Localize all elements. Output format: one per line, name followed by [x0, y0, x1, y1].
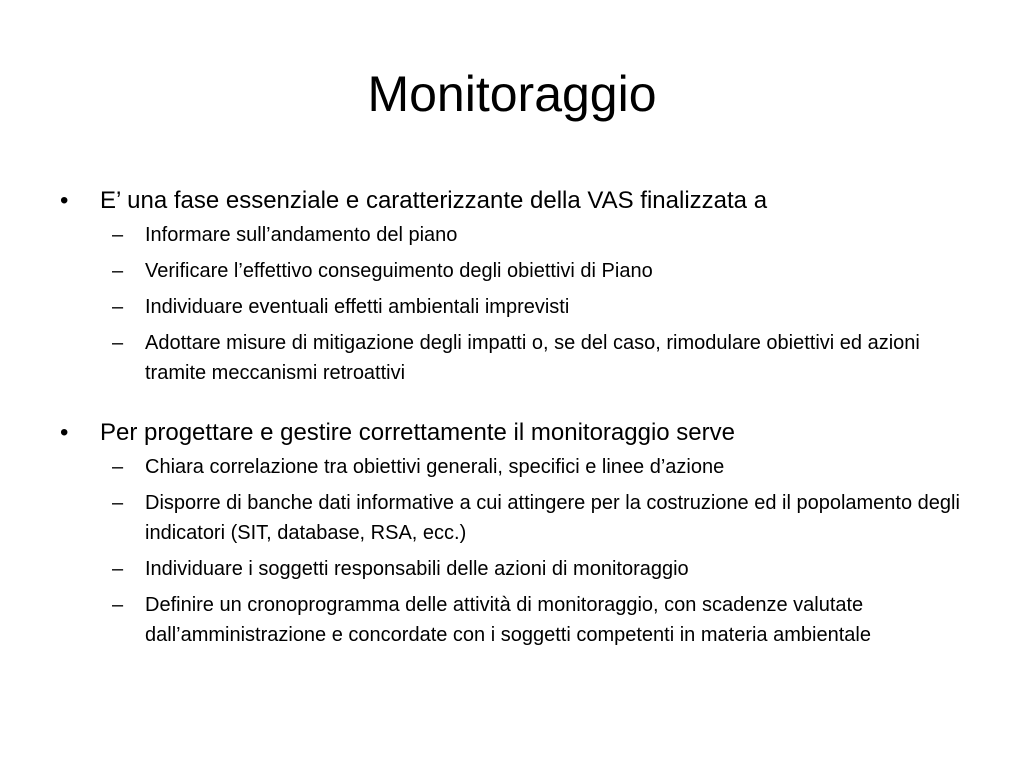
- sub-bullet-item: [58, 488, 965, 548]
- bullet-section-1: [58, 184, 978, 388]
- dash-icon: –: [112, 594, 124, 616]
- dash-icon: –: [112, 224, 124, 246]
- dash-icon: –: [112, 558, 124, 580]
- bullet-icon: •: [60, 419, 69, 446]
- sub-bullet-item: [58, 328, 965, 388]
- dash-icon: –: [112, 296, 124, 318]
- sub-bullet-item: [58, 256, 965, 286]
- dash-icon: –: [112, 456, 124, 478]
- sub-bullet-text: Individuare eventuali effetti ambientali imprevisti: [145, 296, 570, 318]
- bullet-item: [58, 184, 978, 218]
- sub-bullet-text: Informare sull’andamento del piano: [145, 224, 458, 246]
- sub-bullet-item: [58, 590, 965, 650]
- sub-bullet-item: [58, 220, 965, 250]
- sub-bullet-item: [58, 292, 965, 322]
- sub-bullet-text: Individuare i soggetti responsabili delle azioni di monitoraggio: [145, 558, 689, 580]
- sub-bullet-text: Definire un cronoprogramma delle attività di monitoraggio, con scadenze valutate dall’amministrazione e concordate con i soggetti competenti in materia ambientale: [145, 594, 871, 646]
- dash-icon: –: [112, 492, 124, 514]
- sub-bullet-item: [58, 452, 965, 482]
- sub-bullet-item: [58, 554, 965, 584]
- bullet-icon: •: [60, 187, 69, 214]
- sub-bullet-text: Adottare misure di mitigazione degli impatti o, se del caso, rimodulare obiettivi ed azioni tramite meccanismi retroattivi: [145, 332, 920, 384]
- bullet-item: [58, 416, 978, 450]
- sub-bullet-text: Disporre di banche dati informative a cui attingere per la costruzione ed il popolamento degli indicatori (SIT, database, RSA, ecc.): [145, 492, 960, 544]
- bullet-section-2: [58, 416, 978, 650]
- slide-content: [58, 184, 978, 650]
- slide-title: Monitoraggio: [367, 66, 657, 122]
- dash-icon: –: [112, 260, 124, 282]
- dash-icon: –: [112, 332, 124, 354]
- sub-bullet-text: Verificare l’effettivo conseguimento degli obiettivi di Piano: [145, 260, 653, 282]
- sub-bullet-text: Chiara correlazione tra obiettivi generali, specifici e linee d’azione: [145, 456, 725, 478]
- bullet-text: E’ una fase essenziale e caratterizzante della VAS finalizzata a: [100, 187, 768, 214]
- bullet-text: Per progettare e gestire correttamente il monitoraggio serve: [100, 419, 735, 446]
